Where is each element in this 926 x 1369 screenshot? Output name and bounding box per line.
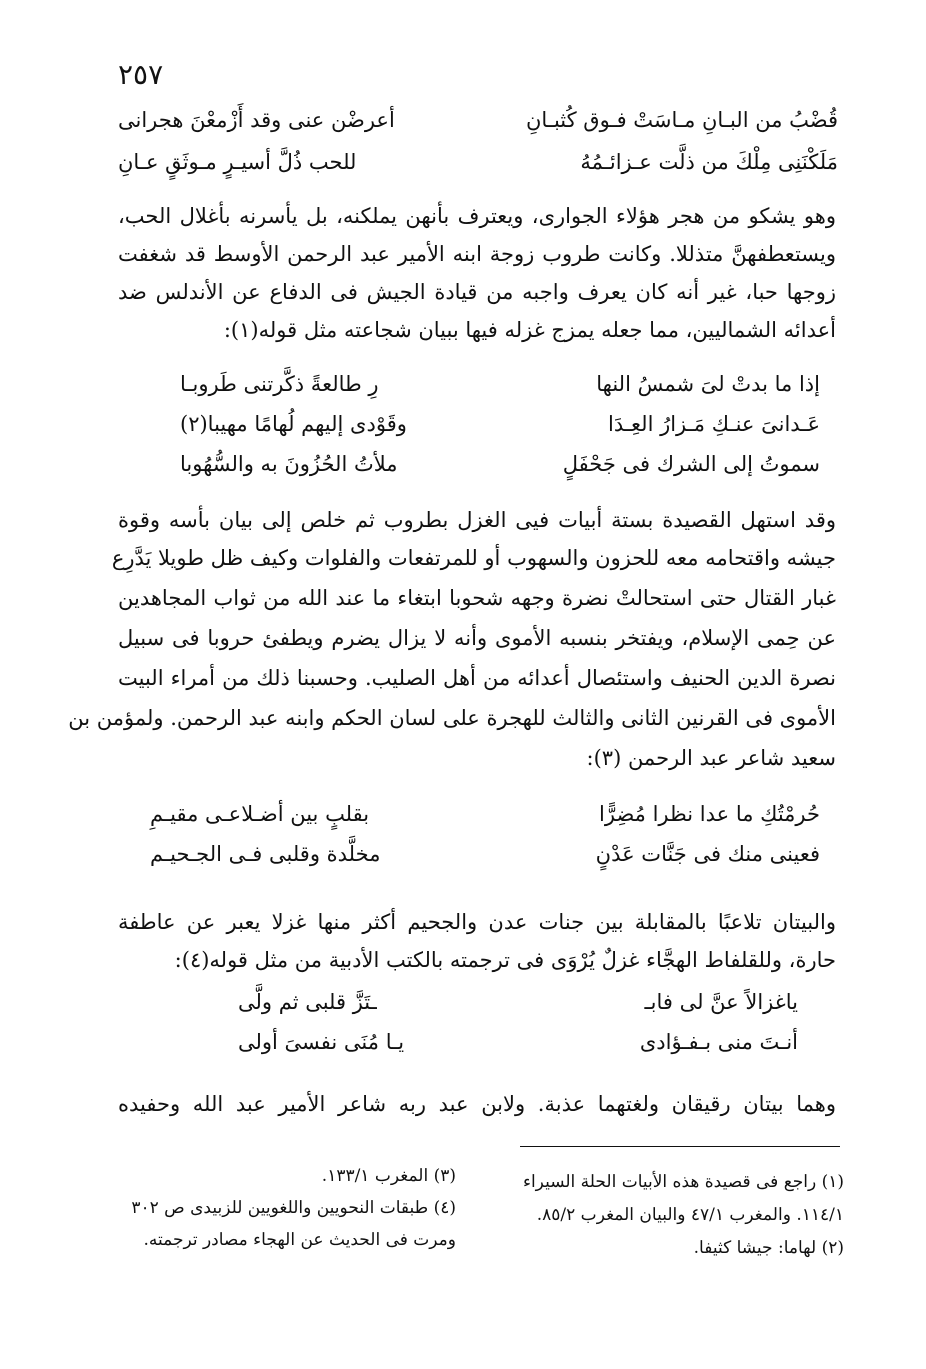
verse-hemistich-left: ملأتُ الحُزُونَ به والسُّهُوبا	[180, 452, 398, 476]
prose-line: زوجها حبا، غير أنه كان يعرف واجبه من قيادة الجيش فى الدفاع عن الأندلس ضد	[118, 280, 836, 304]
verse-hemistich-right: سموتُ إلى الشرك فى جَحْفَلٍ	[562, 452, 820, 476]
verse-hemistich-right: ياغزالاً عنَّ لى فابـ	[644, 990, 798, 1014]
verse-line	[238, 990, 798, 1030]
footnote-line: (٢) لهاما: جيشا كثيفا.	[693, 1238, 844, 1258]
footnote-line: ومرت فى الحديث عن الهجاء مصادر ترجمته.	[143, 1230, 456, 1250]
footnote-line: (٣) المغرب ١٣٣/١.	[321, 1166, 456, 1186]
verse-hemistich-right: أنـتَ منى بـفـؤادى	[639, 1030, 798, 1054]
prose-line: وقد استهل القصيدة بستة أبيات فيى الغزل بطروب ثم خلص إلى بيان بأسه وقوة	[118, 508, 836, 532]
verse-hemistich-right: قُضْبُ من البـانِ مـاسَتْ فـوق كُثبـانِ	[525, 108, 838, 132]
prose-line: والبيتان تلاعبًا بالمقابلة بين جنات عدن والجحيم أكثر منها غزلا يعبر عن عاطفة	[118, 910, 836, 934]
footnote-line: (٤) طبقات النحويين واللغويين للزبيدى ص ٣٠٢	[131, 1198, 456, 1218]
prose-line: وهو يشكو من هجر هؤلاء الجوارى، ويعترف بأنهن يملكنه، بل يأسرنه بأغلال الحب،	[118, 204, 836, 228]
verse-line	[180, 452, 820, 492]
footnote-separator	[520, 1146, 840, 1147]
footnote-line: (١) راجع فى قصيدة هذه الأبيات الحلة السيراء	[522, 1172, 844, 1192]
page-number: ٢٥٧	[118, 58, 164, 91]
verse-line	[180, 412, 820, 452]
verse-line	[118, 108, 838, 148]
verse-hemistich-left: يـا مُنَى نفسىَ أولى	[238, 1030, 405, 1054]
prose-line: أعدائه الشماليين، مما جعله يمزج غزله فيها ببيان شجاعته مثل قوله(١):	[223, 318, 836, 342]
verse-hemistich-left: بقلبٍ بين أضـلاعـى مقيـمِ	[150, 802, 370, 826]
prose-line: جيشه واقتحامه معه للحزون والسهوب أو للمرتفعات والفلوات وكيف ظل طويلا يَدَّرِع	[111, 546, 836, 570]
prose-line: حارة، وللقلفاط الهجَّاء غزلٌ يُرْوَى فى ترجمته بالكتب الأدبية من مثل قوله(٤):	[174, 948, 836, 972]
footnote-line: ١١٤/١. والمغرب ٤٧/١ والبيان المغرب ٨٥/٢.	[536, 1205, 844, 1225]
verse-hemistich-left: ـتَزَّ قلبى ثم ولَّى	[238, 990, 377, 1014]
verse-hemistich-right: حُرمْتُكِ ما عدا نظرا مُضِرًّا	[599, 802, 820, 826]
verse-line	[150, 842, 820, 882]
verse-hemistich-left: أعرضْن عنى وقد أَزْمعْنَ هجرانى	[118, 108, 395, 132]
verse-hemistich-right: إذا ما بدتْ لىَ شمسُ النها	[596, 372, 820, 396]
verse-line	[180, 372, 820, 412]
verse-hemistich-left: رِ طالعةً ذكَّرتنى طَروبـا	[180, 372, 379, 396]
verse-hemistich-right: عَـدانىَ عنـكِ مَـزارُ العِـدَا	[608, 412, 820, 436]
prose-line: ويستعطفهنَّ متذللا. وكانت طروب زوجة ابنه الأمير عبد الرحمن الأوسط قد شغفت	[118, 242, 836, 266]
prose-line: سعيد شاعر عبد الرحمن (٣):	[586, 746, 836, 770]
verse-line	[118, 150, 838, 190]
prose-line: غبار القتال حتى استحالتْ نضرة وجهه شحوبا ابتغاء ما عند الله من ثواب المجاهدين	[118, 586, 836, 610]
verse-hemistich-left: مخلَّدة وقلبى فـى الجـحيـم	[150, 842, 381, 866]
prose-line: عن حِمى الإسلام، ويفتخر بنسبه الأموى وأنه لا يزال يضرم ويطفئ حروبا فى سبيل	[118, 626, 836, 650]
verse-hemistich-left: وقَوْدى إليهم لُهامًا مهيبا(٢)	[180, 412, 407, 436]
prose-line: وهما بيتان رقيقان ولغتهما عذبة. ولابن عبد ربه شاعر الأمير عبد الله وحفيده	[118, 1092, 836, 1116]
verse-hemistich-left: للحب ذُلَّ أسيـرٍ مـوثَقٍ عـانِ	[118, 150, 357, 174]
verse-line	[150, 802, 820, 842]
prose-line: نصرة الدين الحنيف واستئصال أعدائه من أهل الصليب. وحسبنا ذلك من أمراء البيت	[118, 666, 836, 690]
verse-line	[238, 1030, 798, 1070]
verse-hemistich-right: فعينى منك فى جَنَّات عَدْنٍ	[595, 842, 820, 866]
prose-line: الأموى فى القرنين الثانى والثالث للهجرة على لسان الحكم وابنه عبد الرحمن. ولمؤمن بن	[68, 706, 836, 730]
verse-hemistich-right: مَلَكْنَنِى مِلْكَ من ذلَّت عـزائـمُهُ	[580, 150, 838, 174]
